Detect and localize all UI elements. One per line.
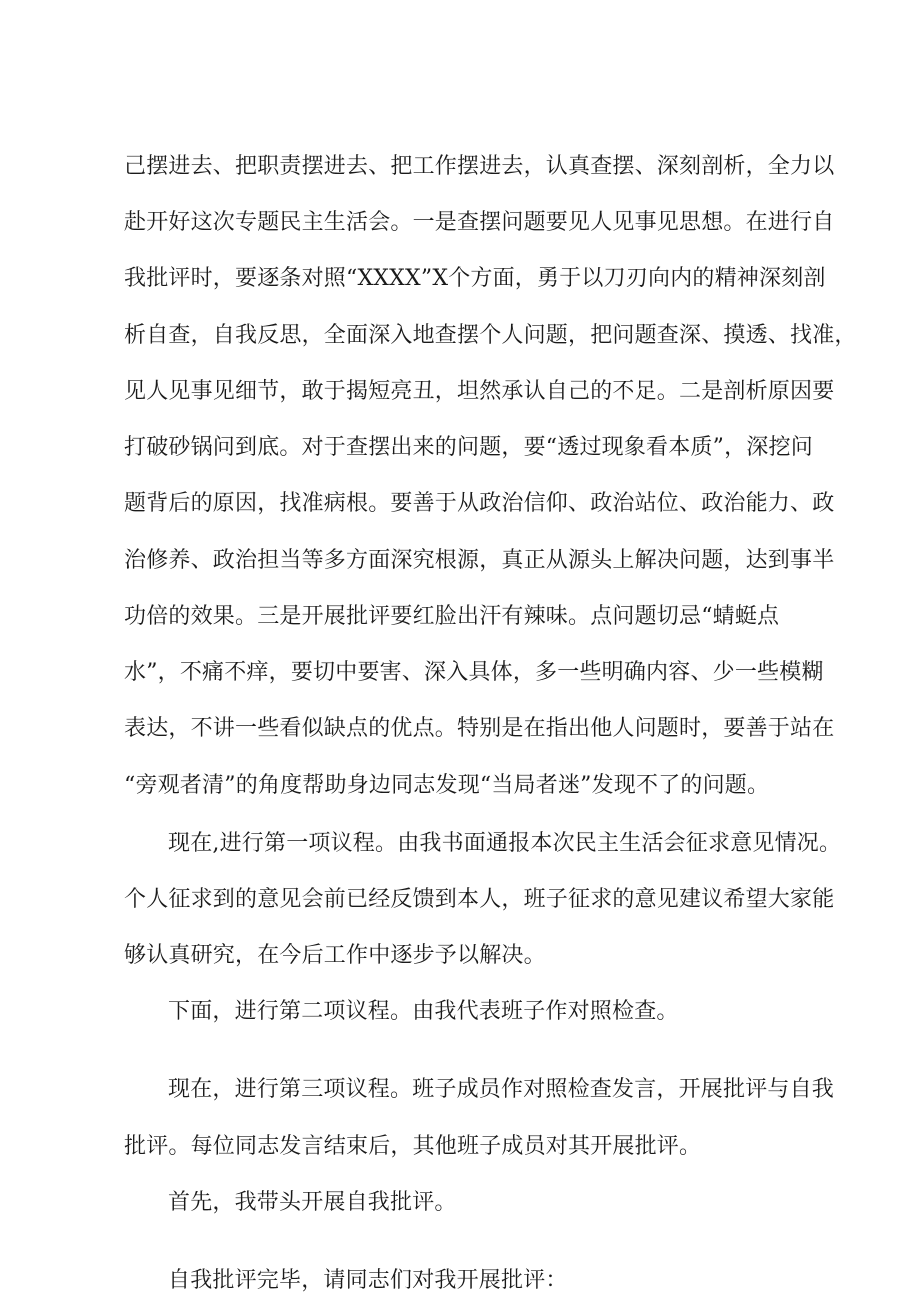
- text-line: 题背后的原因，找准病根。要善于从政治信仰、政治站位、政治能力、政: [124, 491, 835, 517]
- text-line: 首先，我带头开展自我批评。: [168, 1189, 457, 1215]
- text-line: 见人见事见细节，敢于揭短亮丑，坦然承认自己的不足。二是剖析原因要: [124, 378, 835, 404]
- text-line: 打破砂锅问到底。对于查摆出来的问题，要“透过现象看本质”，深挖问: [124, 435, 813, 461]
- text-line: 下面，进行第二项议程。由我代表班子作对照检查。: [168, 999, 679, 1025]
- text-line: 我批评时，要逐条对照“XXXX”X个方面，勇于以刀刃向内的精神深刻剖: [124, 266, 826, 292]
- text-line: 赴开好这次专题民主生活会。一是查摆问题要见人见事见思想。在进行自: [124, 210, 835, 236]
- text-line: 治修养、政治担当等多方面深究根源，真正从源头上解决问题，达到事半: [124, 547, 835, 573]
- text-line: 自我批评完毕，请同志们对我开展批评：: [168, 1268, 568, 1293]
- text-line: 批评。每位同志发言结束后，其他班子成员对其开展批评。: [124, 1133, 702, 1159]
- text-line: 功倍的效果。三是开展批评要红脸出汗有辣味。点问题切忌“蜻蜓点: [124, 603, 780, 629]
- text-line: 己摆进去、把职责摆进去、把工作摆进去，认真查摆、深刻剖析，全力以: [124, 154, 835, 179]
- text-line: “旁观者清”的角度帮助身边同志发现“当局者迷”发现不了的问题。: [124, 772, 770, 798]
- text-line: 表达，不讲一些看似缺点的优点。特别是在指出他人问题时，要善于站在: [124, 716, 835, 742]
- text-line: 现在，进行第三项议程。班子成员作对照检查发言，开展批评与自我: [168, 1077, 835, 1103]
- text-line: 现在,进行第一项议程。由我书面通报本次民主生活会征求意见情况。: [168, 830, 842, 856]
- text-line: 够认真研究，在今后工作中逐步予以解决。: [124, 943, 546, 969]
- text-line: 个人征求到的意见会前已经反馈到本人，班子征求的意见建议希望大家能: [124, 886, 835, 912]
- text-line: 水”，不痛不痒，要切中要害、深入具体，多一些明确内容、少一些模糊: [124, 660, 824, 686]
- text-line: 析自查，自我反思，全面深入地查摆个人问题，把问题查深、摸透、找准，: [124, 322, 857, 348]
